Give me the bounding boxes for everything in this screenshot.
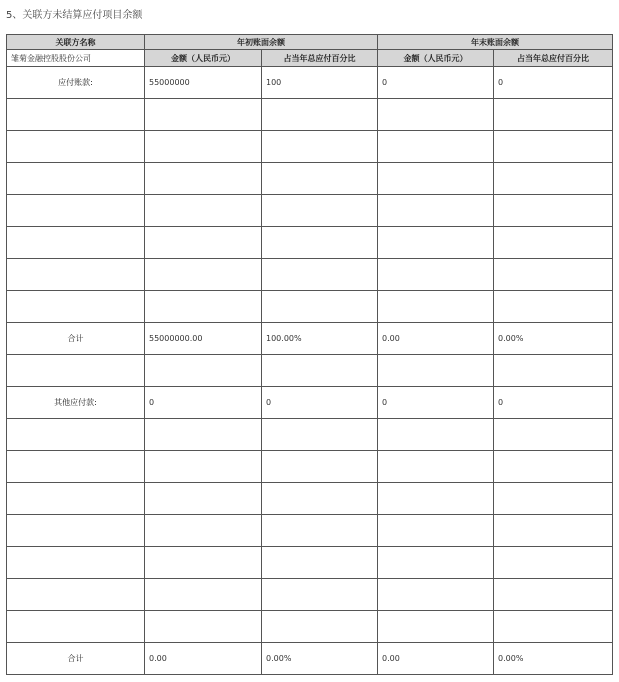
- amount-close-cell: 0.00: [378, 323, 494, 355]
- amount-open-cell: 0: [145, 387, 262, 419]
- row-label-cell: [7, 131, 145, 163]
- pct-open-cell: [262, 259, 378, 291]
- row-label-cell: [7, 451, 145, 483]
- pct-close-cell: [494, 355, 613, 387]
- pct-close-cell: 0: [494, 387, 613, 419]
- amount-close-cell: [378, 611, 494, 643]
- pct-open-cell: [262, 195, 378, 227]
- amount-close-cell: [378, 419, 494, 451]
- table-row: [7, 227, 613, 259]
- table-row: [7, 355, 613, 387]
- pct-close-cell: [494, 419, 613, 451]
- row-label-cell: [7, 259, 145, 291]
- pct-close-cell: [494, 515, 613, 547]
- table-row: [7, 451, 613, 483]
- pct-close-cell: [494, 227, 613, 259]
- pct-open-cell: [262, 99, 378, 131]
- amount-open-cell: [145, 483, 262, 515]
- row-label-cell: 合计: [7, 643, 145, 675]
- row-label-cell: [7, 355, 145, 387]
- amount-open-cell: [145, 99, 262, 131]
- amount-open-cell: [145, 227, 262, 259]
- table-row: [7, 515, 613, 547]
- table-row: [7, 99, 613, 131]
- amount-open-cell: 55000000.00: [145, 323, 262, 355]
- amount-close-cell: [378, 483, 494, 515]
- table-row: [7, 419, 613, 451]
- amount-close-cell: [378, 515, 494, 547]
- table-row: [7, 483, 613, 515]
- row-label-cell: [7, 515, 145, 547]
- header-amount-close: 金额（人民币元）: [378, 50, 494, 67]
- section-title: 5、关联方未结算应付项目余额: [6, 10, 143, 21]
- table-row: [7, 163, 613, 195]
- pct-close-cell: [494, 99, 613, 131]
- table-row: [7, 195, 613, 227]
- amount-close-cell: [378, 163, 494, 195]
- amount-open-cell: [145, 355, 262, 387]
- header-related-party: 关联方名称: [7, 35, 145, 50]
- amount-open-cell: [145, 195, 262, 227]
- pct-close-cell: [494, 547, 613, 579]
- row-label-cell: [7, 547, 145, 579]
- header-amount-open: 金额（人民币元）: [145, 50, 262, 67]
- pct-open-cell: 100: [262, 67, 378, 99]
- amount-close-cell: [378, 259, 494, 291]
- amount-open-cell: [145, 131, 262, 163]
- pct-open-cell: [262, 483, 378, 515]
- pct-open-cell: [262, 579, 378, 611]
- header-closing-balance: 年末账面余额: [378, 35, 613, 50]
- table-row: [7, 259, 613, 291]
- table-row: [7, 611, 613, 643]
- pct-open-cell: [262, 131, 378, 163]
- pct-open-cell: 0.00%: [262, 643, 378, 675]
- amount-open-cell: [145, 419, 262, 451]
- amount-open-cell: [145, 579, 262, 611]
- pct-open-cell: [262, 163, 378, 195]
- subheader-row: [7, 50, 613, 67]
- amount-open-cell: [145, 515, 262, 547]
- row-label-cell: [7, 195, 145, 227]
- pct-open-cell: 0: [262, 387, 378, 419]
- row-label-cell: [7, 163, 145, 195]
- pct-close-cell: [494, 163, 613, 195]
- pct-close-cell: [494, 131, 613, 163]
- table-row: [7, 547, 613, 579]
- pct-close-cell: [494, 259, 613, 291]
- header-opening-balance: 年初账面余额: [145, 35, 378, 50]
- row-label-cell: [7, 99, 145, 131]
- pct-open-cell: [262, 227, 378, 259]
- amount-close-cell: [378, 355, 494, 387]
- pct-close-cell: [494, 579, 613, 611]
- amount-open-cell: 0.00: [145, 643, 262, 675]
- pct-open-cell: [262, 515, 378, 547]
- pct-close-cell: 0: [494, 67, 613, 99]
- amount-open-cell: [145, 259, 262, 291]
- row-label-cell: [7, 419, 145, 451]
- pct-open-cell: [262, 419, 378, 451]
- table-row: [7, 291, 613, 323]
- amount-open-cell: [145, 451, 262, 483]
- amount-close-cell: [378, 227, 494, 259]
- table-row: [7, 387, 613, 419]
- amount-open-cell: [145, 163, 262, 195]
- pct-open-cell: [262, 355, 378, 387]
- row-label-cell: 合计: [7, 323, 145, 355]
- pct-close-cell: [494, 451, 613, 483]
- pct-close-cell: 0.00%: [494, 643, 613, 675]
- amount-close-cell: [378, 451, 494, 483]
- row-label-cell: [7, 291, 145, 323]
- amount-close-cell: [378, 291, 494, 323]
- amount-close-cell: [378, 579, 494, 611]
- row-label-cell: [7, 483, 145, 515]
- amount-close-cell: 0.00: [378, 643, 494, 675]
- row-label-cell: 应付账款:: [7, 67, 145, 99]
- row-label-cell: [7, 611, 145, 643]
- amount-open-cell: [145, 611, 262, 643]
- table-row: [7, 323, 613, 355]
- amount-open-cell: 55000000: [145, 67, 262, 99]
- payables-table: [6, 34, 613, 675]
- amount-close-cell: [378, 547, 494, 579]
- pct-close-cell: [494, 195, 613, 227]
- header-pct-open: 占当年总应付百分比: [262, 50, 378, 67]
- pct-open-cell: [262, 611, 378, 643]
- row-label-cell: [7, 227, 145, 259]
- company-name-cell: 雏菊金融控股股份公司: [7, 50, 145, 67]
- amount-open-cell: [145, 547, 262, 579]
- pct-close-cell: [494, 483, 613, 515]
- pct-open-cell: [262, 547, 378, 579]
- pct-open-cell: [262, 451, 378, 483]
- pct-close-cell: 0.00%: [494, 323, 613, 355]
- table-row: [7, 131, 613, 163]
- table-row: [7, 579, 613, 611]
- table-row: [7, 67, 613, 99]
- pct-open-cell: [262, 291, 378, 323]
- header-pct-close: 占当年总应付百分比: [494, 50, 613, 67]
- row-label-cell: [7, 579, 145, 611]
- amount-close-cell: 0: [378, 67, 494, 99]
- table-row: [7, 643, 613, 675]
- amount-open-cell: [145, 291, 262, 323]
- amount-close-cell: [378, 99, 494, 131]
- row-label-cell: 其他应付款:: [7, 387, 145, 419]
- amount-close-cell: [378, 131, 494, 163]
- pct-close-cell: [494, 611, 613, 643]
- pct-close-cell: [494, 291, 613, 323]
- pct-open-cell: 100.00%: [262, 323, 378, 355]
- amount-close-cell: 0: [378, 387, 494, 419]
- header-row: [7, 35, 613, 50]
- amount-close-cell: [378, 195, 494, 227]
